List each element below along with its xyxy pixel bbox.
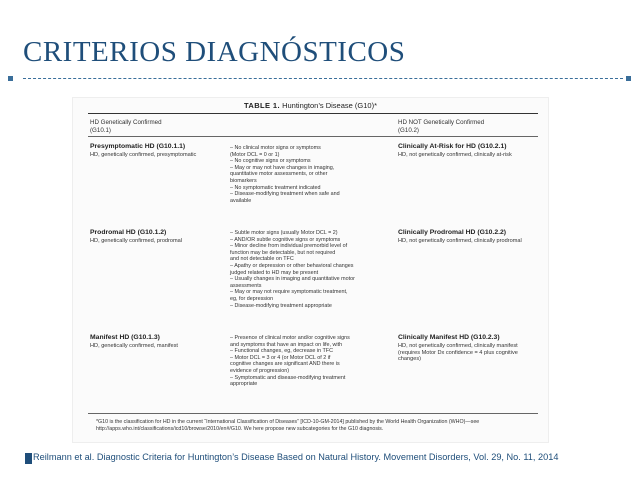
criterion: evidence of progression) [230,367,290,374]
row-manifest-title: Manifest HD (G10.1.3) [90,334,160,341]
criterion: – Minor decline from individual premorbid level of [230,243,348,250]
citation-text: Reilmann et al. Diagnostic Criteria for Huntington’s Disease Based on Natural History. Movement Disorders, Vol. 29, No. 11, 2014 [33,452,559,462]
row-prodromal-title: Prodromal HD (G10.1.2) [90,229,167,236]
table-top-rule [88,113,538,114]
criterion: – Motor DCL = 3 or 4 (or Motor DCL of 2 if [230,354,331,361]
row-presymptomatic-desc: HD, genetically confirmed, presymptomatic [90,152,197,158]
left-column-header-line2: (G10.1) [90,126,111,134]
criterion: eg, for depression [230,295,274,302]
row-presymptomatic-title: Presymptomatic HD (G10.1.1) [90,143,186,150]
row-at-risk-desc: HD, not genetically confirmed, clinically at-risk [398,152,512,158]
table-header-rule [88,136,538,137]
row-clinically-prodromal-desc: HD, not genetically confirmed, clinically prodromal [398,238,522,244]
criterion: – Usually changes in imaging and quantitative motor [230,276,355,283]
criterion: – Presence of clinical motor and/or cognitive signs [230,335,350,341]
criterion: – No clinical motor signs or symptoms [230,145,321,151]
row-prodromal-criteria [230,230,390,309]
row-manifest-criteria [230,335,390,388]
criterion: appropriate [230,381,258,388]
left-column-header [90,119,162,134]
criterion: – May or may not have changes in imaging, [230,164,335,171]
table-footnote: *G10 is the classification for HD in the current “International Classification of Diseases” [ICD-10-GM-2014] published by the World Health Organization (WHO)—see http://apps.who.int/classifications/icd10/browse/2010/en#/G10. We here propose new subcategories for the G10 diagnosis. [96,419,480,432]
row-clinically-manifest-title: Clinically Manifest HD (G10.2.3) [398,334,500,341]
row-clinically-prodromal-title: Clinically Prodromal HD (G10.2.2) [398,229,507,236]
criterion: (Motor DCL = 0 or 1) [230,151,280,158]
slide-title: CRITERIOS DIAGNÓSTICOS [23,36,406,68]
criterion: – Functional changes, eg, decrease in TFC [230,348,333,355]
criterion: assessments [230,282,262,289]
row-manifest-desc: HD, genetically confirmed, manifest [90,343,178,349]
criterion: – Disease-modifying treatment appropriate [230,302,332,309]
table-figure [72,97,549,443]
left-column-header-line1: HD Genetically Confirmed [90,119,162,126]
right-column-header [398,119,484,134]
criterion: function may be detectable, but not required [230,249,336,256]
table-bottom-rule [88,413,538,414]
row-clinically-manifest-desc: HD, not genetically confirmed, clinically manifest (requires Motor Dx confidence = 4 plus cognitive changes) [398,343,518,363]
row-presymptomatic-criteria [230,145,390,204]
row-prodromal-desc: HD, genetically confirmed, prodromal [90,238,183,244]
criterion: – No symptomatic treatment indicated [230,184,321,191]
row-at-risk-title: Clinically At-Risk for HD (G10.2.1) [398,143,507,150]
criterion: cognitive changes are significant AND there is [230,361,340,368]
right-column-header-line2: (G10.2) [398,126,419,134]
citation-marker [25,453,32,464]
criterion: biomarkers [230,177,257,184]
title-rule [23,78,623,79]
table-caption [72,101,549,110]
criterion: – AND/OR subtle cognitive signs or symptoms [230,236,341,243]
criterion: available [230,197,252,204]
criterion: and not detectable on TFC [230,256,294,263]
criterion: – No cognitive signs or symptoms [230,158,311,165]
criterion: – Apathy or depression or other behavioral changes [230,262,354,269]
criterion: – Symptomatic and disease-modifying treatment [230,374,346,381]
criterion: – May or may not require symptomatic treatment, [230,289,348,296]
table-caption-text: Huntington’s Disease (G10)* [282,101,377,110]
criterion: quantitative motor assessments, or other [230,171,328,178]
title-rule-left-end [8,76,13,81]
title-rule-right-end [626,76,631,81]
criterion: judged related to HD may be present [230,269,319,276]
criterion: – Subtle motor signs (usually Motor DCL = 2) [230,230,338,236]
criterion: and symptoms that have an impact on life, with [230,341,343,348]
criterion: – Disease-modifying treatment when safe and [230,191,340,198]
table-caption-label: TABLE 1. [244,101,280,110]
right-column-header-line1: HD NOT Genetically Confirmed [398,119,485,126]
